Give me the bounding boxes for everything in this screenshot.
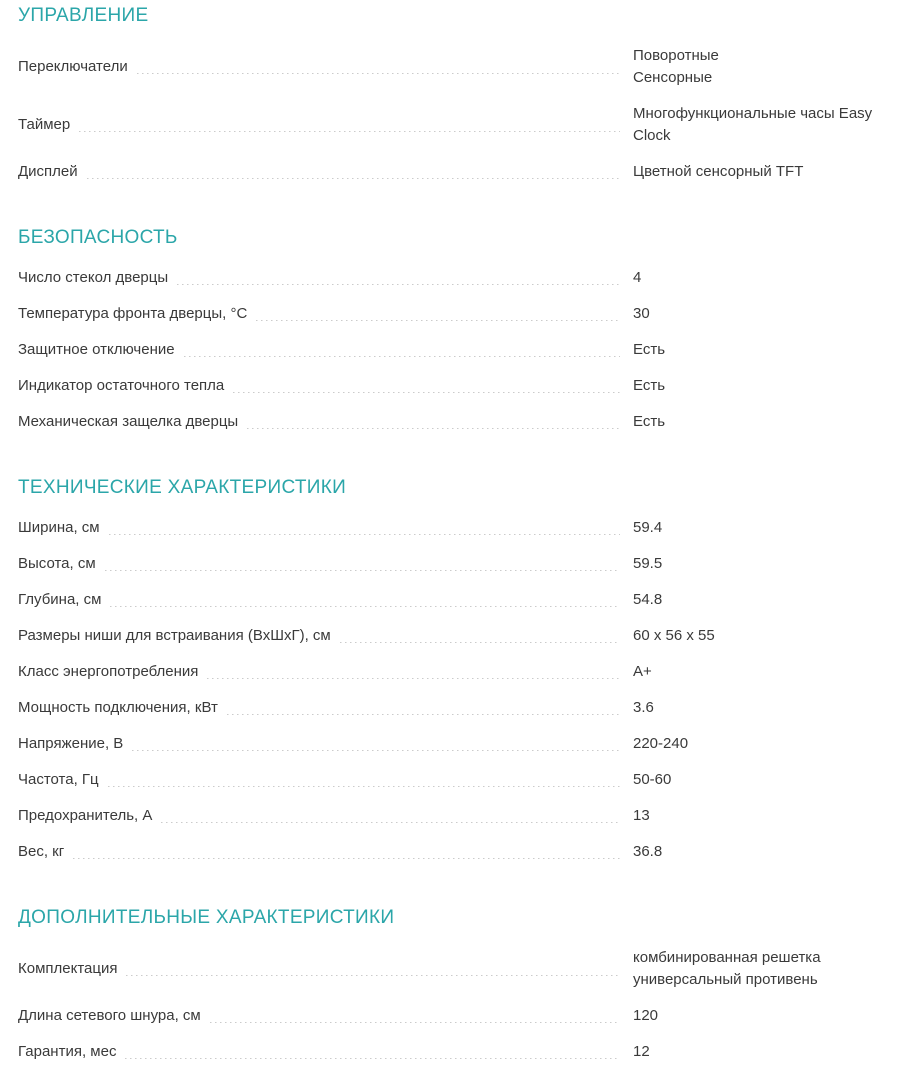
spec-row: [18, 404, 895, 440]
spec-row: [18, 618, 895, 654]
spec-row-left: [18, 769, 633, 791]
spec-value-line: Многофункциональные часы Easy Clock: [633, 105, 873, 144]
spec-value-line: 50-60: [633, 771, 672, 788]
spec-value-line: комбинированная решетка: [633, 949, 821, 966]
dotted-leader: [79, 131, 620, 132]
spec-value: [633, 267, 895, 289]
spec-row-left: [18, 733, 633, 755]
spec-label: Гарантия, мес: [18, 1043, 117, 1060]
spec-section: [18, 906, 895, 1070]
spec-label: Индикатор остаточного тепла: [18, 377, 225, 394]
dotted-leader: [109, 534, 620, 535]
spec-label: Температура фронта дверцы, °C: [18, 305, 248, 322]
spec-value-line: 59.5: [633, 555, 663, 572]
spec-value: [633, 625, 895, 647]
spec-row: [18, 546, 895, 582]
spec-label: Мощность подключения, кВт: [18, 699, 218, 716]
spec-value: [633, 161, 895, 183]
spec-row-left: [18, 958, 633, 980]
dotted-leader: [210, 1022, 620, 1023]
spec-value-line: 120: [633, 1007, 659, 1024]
dotted-leader: [108, 786, 620, 787]
spec-row: [18, 998, 895, 1034]
spec-row-left: [18, 841, 633, 863]
spec-value: [633, 841, 895, 863]
spec-value-line: Есть: [633, 341, 666, 358]
spec-row-left: [18, 1041, 633, 1063]
spec-row: [18, 1034, 895, 1070]
spec-row-left: [18, 114, 633, 136]
spec-row-left: [18, 625, 633, 647]
spec-value: [633, 1041, 895, 1063]
spec-value-line: Поворотные: [633, 47, 719, 64]
section-title: ТЕХНИЧЕСКИЕ ХАРАКТЕРИСТИКИ: [18, 477, 347, 498]
spec-row-left: [18, 339, 633, 361]
spec-value-line: 36.8: [633, 843, 663, 860]
spec-value-line: 13: [633, 807, 650, 824]
spec-row-left: [18, 56, 633, 78]
spec-label: Ширина, см: [18, 519, 100, 536]
spec-row-left: [18, 697, 633, 719]
spec-label: Частота, Гц: [18, 771, 99, 788]
spec-row: [18, 154, 895, 190]
spec-row-left: [18, 161, 633, 183]
dotted-leader: [105, 570, 620, 571]
spec-value: [633, 697, 895, 719]
dotted-leader: [184, 356, 620, 357]
spec-value-line: 12: [633, 1043, 650, 1060]
spec-value-line: A+: [633, 663, 652, 680]
spec-label: Механическая защелка дверцы: [18, 413, 239, 430]
spec-row: [18, 726, 895, 762]
section-title: БЕЗОПАСНОСТЬ: [18, 227, 178, 248]
spec-row: [18, 654, 895, 690]
spec-row-left: [18, 517, 633, 539]
spec-label: Предохранитель, А: [18, 807, 153, 824]
spec-row: [18, 332, 895, 368]
spec-value: [633, 103, 895, 147]
spec-label: Глубина, см: [18, 591, 102, 608]
spec-value-line: Есть: [633, 377, 666, 394]
spec-value: [633, 661, 895, 683]
spec-section: [18, 226, 895, 440]
spec-row: [18, 510, 895, 546]
spec-label: Напряжение, В: [18, 735, 124, 752]
spec-value: [633, 45, 895, 89]
spec-row: [18, 762, 895, 798]
spec-value-line: Есть: [633, 413, 666, 430]
spec-value-line: Сенсорные: [633, 69, 713, 86]
spec-label: Размеры ниши для встраивания (ВхШхГ), см: [18, 627, 331, 644]
dotted-leader: [110, 606, 620, 607]
spec-row: [18, 690, 895, 726]
spec-row-left: [18, 375, 633, 397]
spec-value: [633, 769, 895, 791]
spec-row-left: [18, 805, 633, 827]
spec-row-left: [18, 267, 633, 289]
section-title: ДОПОЛНИТЕЛЬНЫЕ ХАРАКТЕРИСТИКИ: [18, 907, 395, 928]
spec-row-left: [18, 411, 633, 433]
dotted-leader: [161, 822, 620, 823]
spec-row-left: [18, 589, 633, 611]
spec-row-left: [18, 303, 633, 325]
spec-value: [633, 375, 895, 397]
spec-value: [633, 517, 895, 539]
spec-row: [18, 260, 895, 296]
spec-row-left: [18, 661, 633, 683]
spec-row: [18, 798, 895, 834]
spec-row: [18, 38, 895, 96]
spec-label: Комплектация: [18, 960, 118, 977]
spec-value: [633, 805, 895, 827]
section-title: УПРАВЛЕНИЕ: [18, 5, 149, 26]
dotted-leader: [256, 320, 620, 321]
dotted-leader: [227, 714, 620, 715]
dotted-leader: [73, 858, 620, 859]
dotted-leader: [87, 178, 620, 179]
spec-row-left: [18, 553, 633, 575]
spec-label: Число стекол дверцы: [18, 269, 169, 286]
dotted-leader: [207, 678, 620, 679]
spec-value-line: 30: [633, 305, 650, 322]
spec-row: [18, 834, 895, 870]
dotted-leader: [126, 975, 620, 976]
spec-value: [633, 553, 895, 575]
spec-value: [633, 339, 895, 361]
spec-value: [633, 733, 895, 755]
spec-row: [18, 582, 895, 618]
dotted-leader: [132, 750, 620, 751]
dotted-leader: [125, 1058, 620, 1059]
spec-value: [633, 947, 895, 991]
spec-value: [633, 411, 895, 433]
spec-label: Таймер: [18, 116, 71, 133]
spec-value-line: 54.8: [633, 591, 663, 608]
spec-section: [18, 476, 895, 870]
spec-row: [18, 368, 895, 404]
spec-row: [18, 940, 895, 998]
dotted-leader: [340, 642, 620, 643]
spec-label: Вес, кг: [18, 843, 65, 860]
spec-value-line: 59.4: [633, 519, 663, 536]
dotted-leader: [247, 428, 620, 429]
spec-value-line: 220-240: [633, 735, 689, 752]
spec-row: [18, 296, 895, 332]
spec-value-line: 3.6: [633, 699, 654, 716]
spec-label: Дисплей: [18, 163, 78, 180]
spec-value-line: 60 x 56 x 55: [633, 627, 715, 644]
spec-value-line: Цветной сенсорный TFT: [633, 163, 804, 180]
spec-label: Длина сетевого шнура, см: [18, 1007, 201, 1024]
spec-label: Переключатели: [18, 58, 128, 75]
spec-label: Высота, см: [18, 555, 96, 572]
spec-row: [18, 96, 895, 154]
spec-value: [633, 1005, 895, 1027]
spec-value: [633, 303, 895, 325]
spec-value: [633, 589, 895, 611]
spec-section: [18, 4, 895, 190]
spec-label: Защитное отключение: [18, 341, 175, 358]
spec-value-line: 4: [633, 269, 642, 286]
spec-value-line: универсальный противень: [633, 971, 818, 988]
spec-row-left: [18, 1005, 633, 1027]
dotted-leader: [177, 284, 620, 285]
dotted-leader: [137, 73, 620, 74]
dotted-leader: [233, 392, 620, 393]
spec-label: Класс энергопотребления: [18, 663, 199, 680]
